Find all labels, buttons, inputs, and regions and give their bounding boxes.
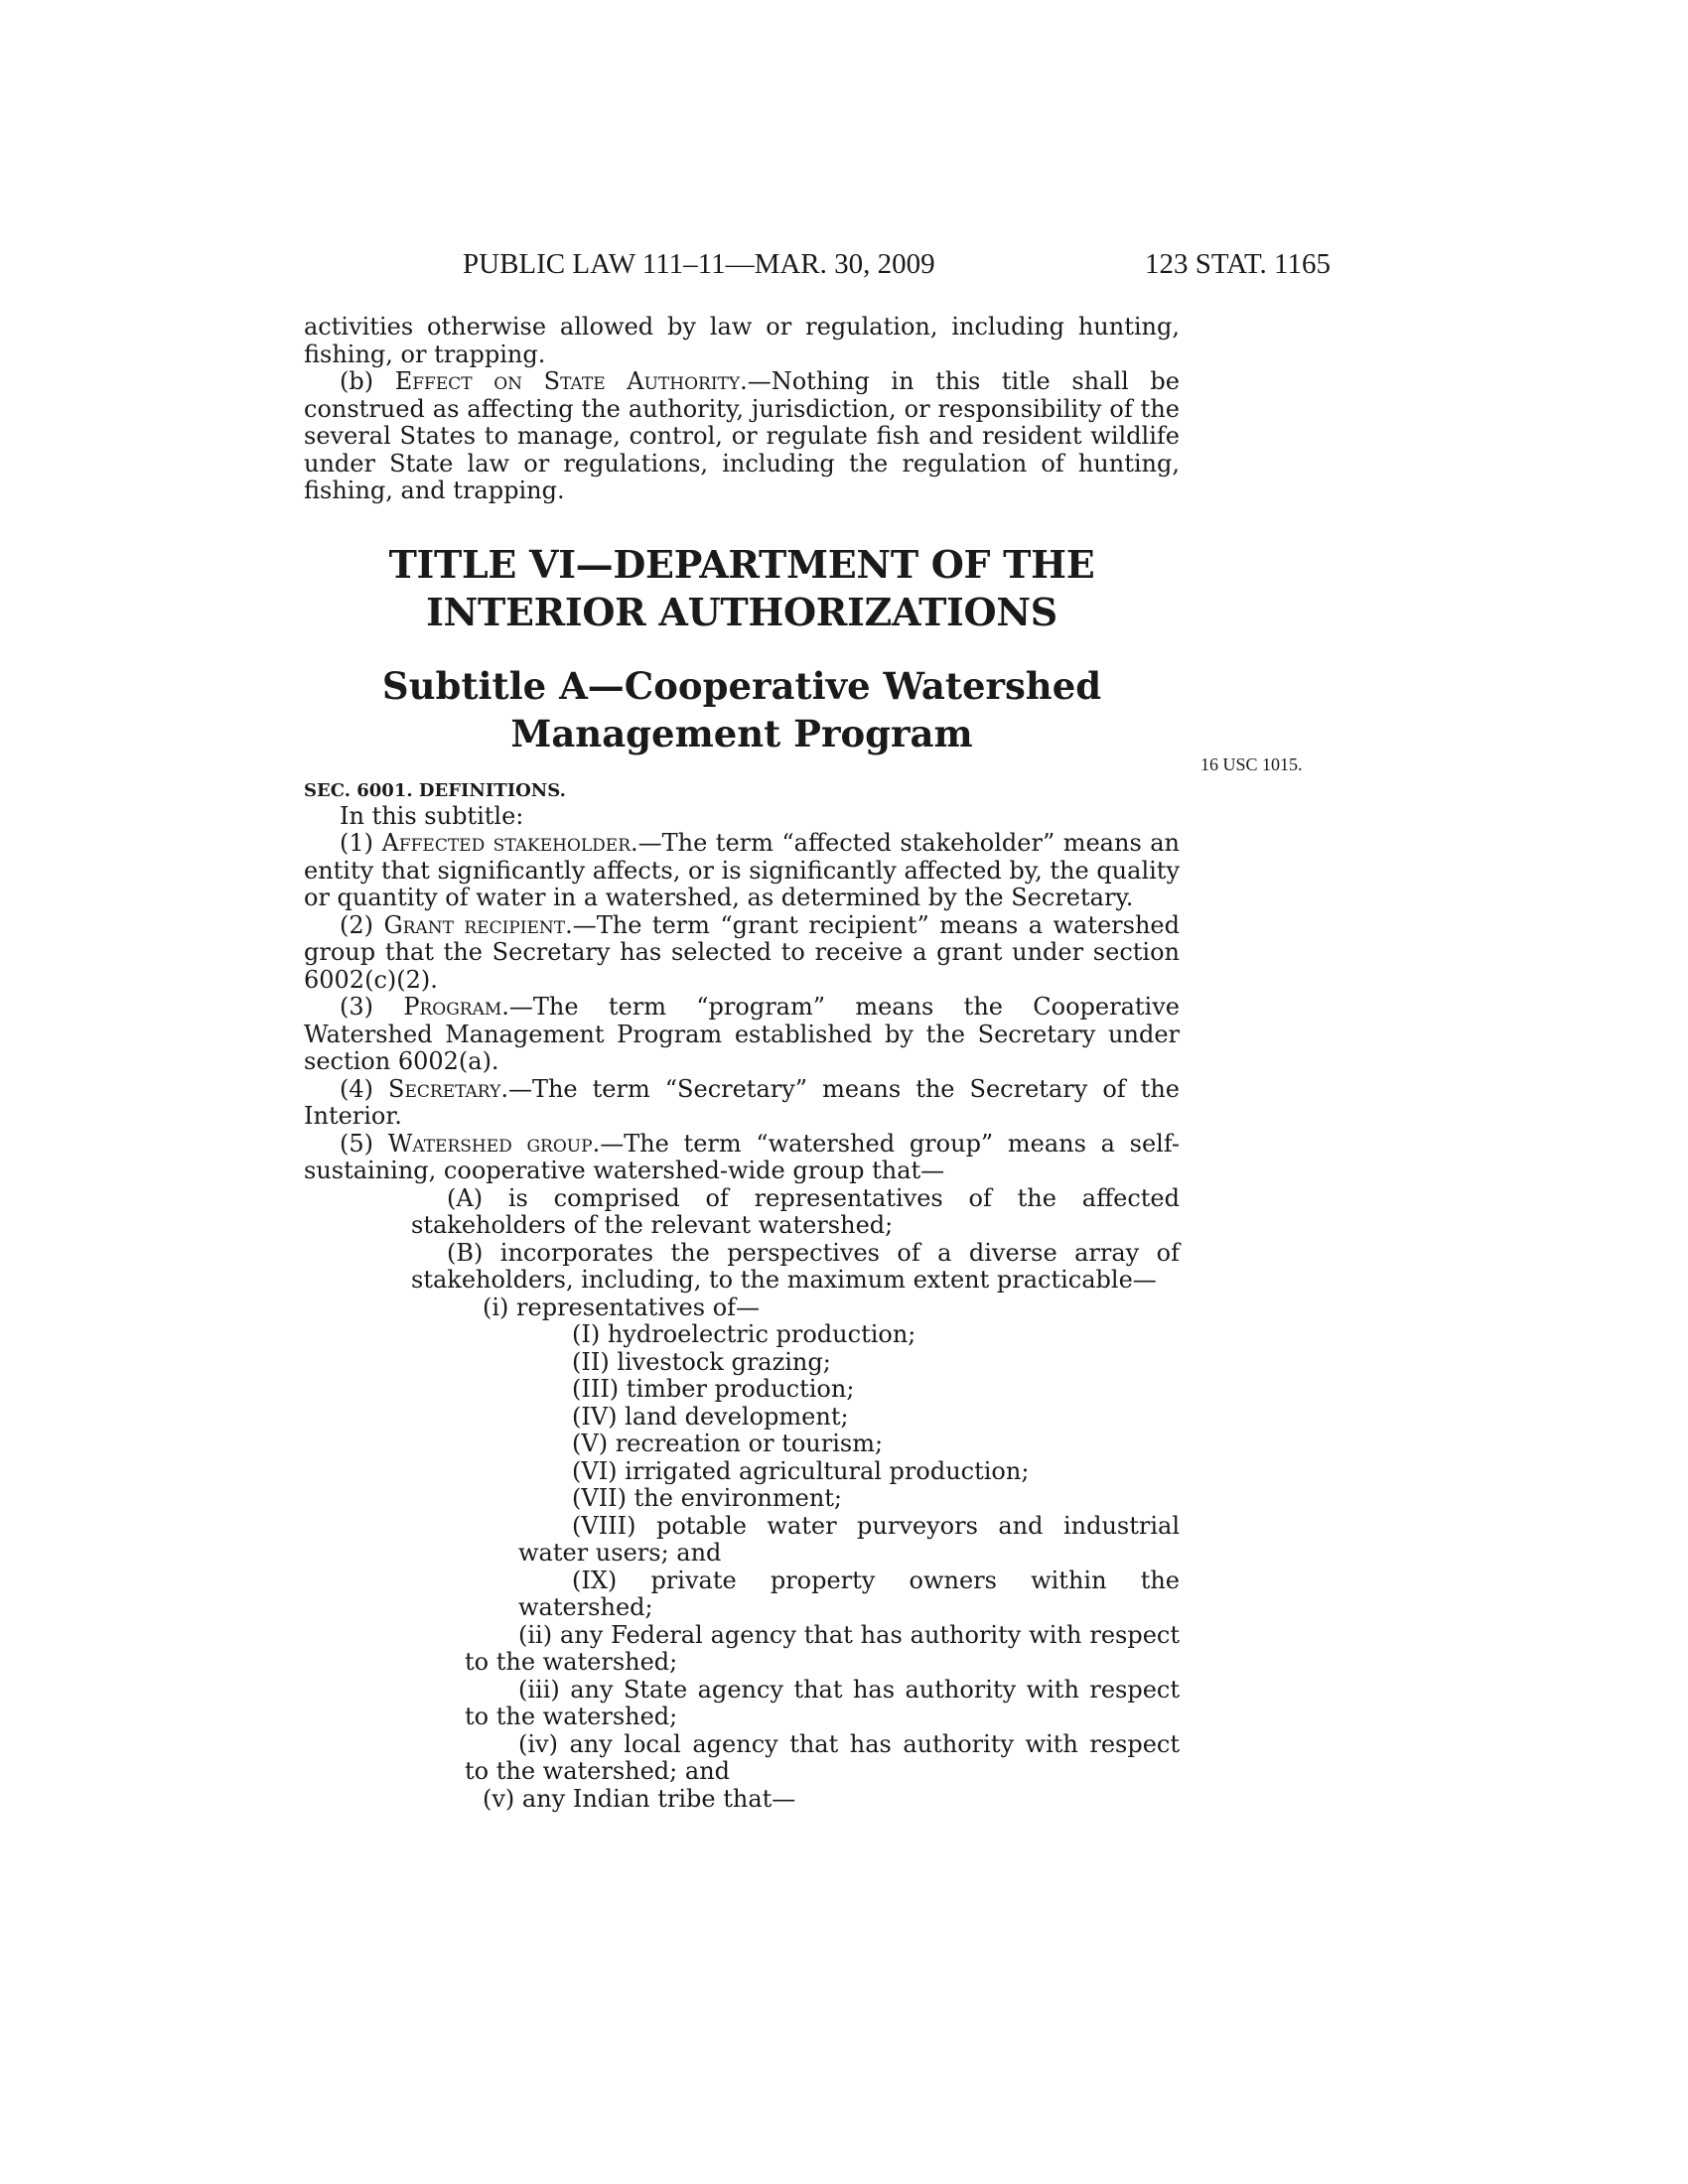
- definition-3: [304, 994, 1180, 1076]
- clause-iii: (iii) any State agency that has authority with respect to the watershed;: [465, 1675, 1180, 1730]
- title-line-2: INTERIOR AUTHORIZATIONS: [426, 589, 1057, 634]
- definition-num: (3): [340, 993, 404, 1021]
- subclause-item: (II) livestock grazing;: [572, 1347, 831, 1376]
- section-heading: SEC. 6001. DEFINITIONS.: [304, 779, 566, 801]
- subclause-viii: (VIII) potable water purveyors and industrial water users; and: [518, 1511, 1180, 1567]
- definition-text: .—The term “watershed group” means a self-sustaining, cooperative watershed-wide group that—: [304, 1129, 1180, 1184]
- definition-num: (2): [340, 910, 384, 939]
- continuation-text: activities otherwise allowed by law or regulation, including hunting, fishing, or trapping.: [304, 313, 1180, 368]
- subclause-item: (VI) irrigated agricultural production;: [572, 1456, 1030, 1485]
- subparagraph-b: (B) incorporates the perspectives of a diverse array of stakeholders, including, to the maximum extent practicable—: [411, 1238, 1180, 1294]
- definition-text: .—The term “program” means the Cooperative Watershed Management Program established by the Secretary under section 6002(a).: [304, 993, 1180, 1075]
- page-header: [0, 248, 1688, 288]
- page-number: 123 STAT. 1165: [1145, 248, 1331, 280]
- subparagraph-a: (A) is comprised of representatives of the affected stakeholders of the relevant watershed;: [411, 1183, 1180, 1239]
- margin-note-usc: 16 USC 1015.: [1200, 754, 1303, 774]
- subclause-item: (VII) the environment;: [572, 1484, 843, 1512]
- definition-text: .—The term “grant recipient” means a watershed group that the Secretary has selected to receive a grant under section 6002(c)(2).: [304, 910, 1180, 994]
- paragraph-b: [304, 368, 1180, 505]
- definition-num: (5): [340, 1129, 388, 1158]
- clause-ii: (ii) any Federal agency that has authority with respect to the watershed;: [465, 1620, 1180, 1676]
- subtitle-line-2: Management Program: [510, 711, 973, 755]
- clause-v: (v) any Indian tribe that—: [483, 1784, 796, 1813]
- subclause-item: (III) timber production;: [572, 1375, 855, 1403]
- definition-num: (4): [340, 1074, 389, 1103]
- document-body: [304, 314, 1180, 1813]
- definition-term: Program: [403, 993, 502, 1021]
- section-intro: In this subtitle:: [340, 801, 524, 830]
- definition-term: Affected stakeholder: [381, 829, 632, 857]
- running-head: PUBLIC LAW 111–11—MAR. 30, 2009: [463, 248, 935, 280]
- subclause-item: (IV) land development;: [572, 1402, 849, 1431]
- paragraph-b-num: (b): [340, 367, 395, 395]
- definition-term: Grant recipient: [383, 910, 566, 939]
- definition-1: [304, 830, 1180, 912]
- definition-num: (1): [340, 829, 382, 857]
- definition-4: [304, 1076, 1180, 1131]
- subclause-item: (V) recreation or tourism;: [572, 1430, 884, 1457]
- subclause-ix: (IX) private property owners within the watershed;: [518, 1566, 1180, 1621]
- definition-term: Secretary: [388, 1074, 501, 1103]
- title-line-1: TITLE VI—DEPARTMENT OF THE: [388, 541, 1095, 587]
- clause-i: (i) representatives of—: [483, 1293, 761, 1321]
- clause-iv: (iv) any local agency that has authority with respect to the watershed; and: [465, 1729, 1180, 1785]
- paragraph-b-heading: Effect on State Authority: [394, 367, 741, 395]
- subclause-item: (I) hydroelectric production;: [572, 1320, 916, 1348]
- definition-text: .—The term “Secretary” means the Secretary of the Interior.: [304, 1074, 1181, 1130]
- definition-2: [304, 912, 1180, 995]
- definition-5: [304, 1131, 1180, 1185]
- paragraph-b-text: .—Nothing in this title shall be construed as affecting the authority, jurisdiction, or responsibility of the several States to manage, control, or regulate fish and resident wildlife under State law or regulations, including the regulation of hunting, fishing, and trapping.: [304, 367, 1181, 504]
- definition-term: Watershed group: [387, 1129, 593, 1158]
- subtitle-line-1: Subtitle A—Cooperative Watershed: [381, 663, 1102, 708]
- definition-text: .—The term “affected stakeholder” means an entity that significantly affects, or is significantly affected by, the quality or quantity of water in a watershed, as determined by the Secretary.: [304, 829, 1181, 911]
